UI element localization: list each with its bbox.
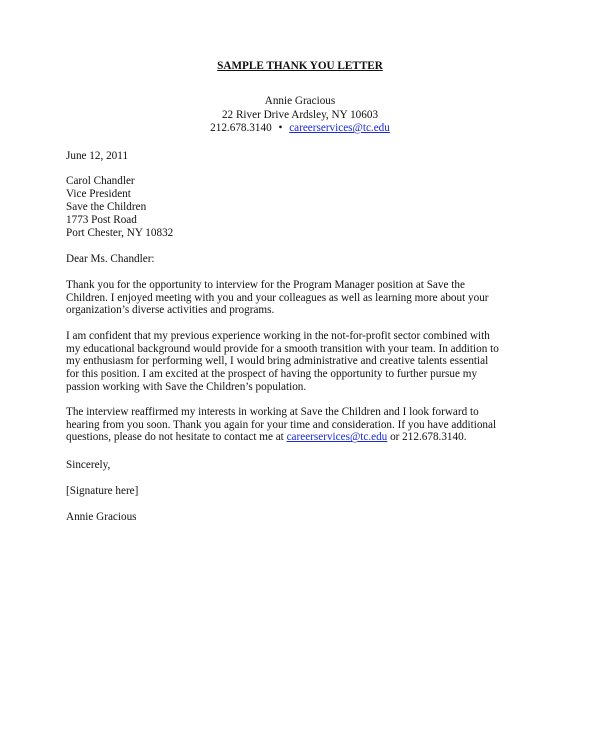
contact-email-link[interactable]: careerservices@tc.edu xyxy=(286,431,388,444)
signature-placeholder: [Signature here] xyxy=(66,485,139,497)
sender-name: Annie Gracious xyxy=(264,95,336,107)
recipient-street: 1773 Post Road xyxy=(66,213,137,226)
paragraph-line: organization’s diverse activities and programs. xyxy=(66,304,275,317)
paragraph-text: or 212.678.3140. xyxy=(387,431,467,444)
sender-address: 22 River Drive Ardsley, NY 10603 xyxy=(221,108,379,121)
paragraph-line: Thank you for the opportunity to interview for the Program Manager position at Save the xyxy=(66,279,465,291)
sender-email-link[interactable]: careerservices@tc.edu xyxy=(289,122,390,134)
closing: Sincerely, xyxy=(66,459,111,471)
recipient-name: Carol Chandler xyxy=(66,175,135,187)
recipient-city: Port Chester, NY 10832 xyxy=(66,226,174,239)
sender-phone: 212.678.3140 xyxy=(210,122,272,134)
paragraph-line: my enthusiasm for performing well, I would bring administrative and creative talents essential xyxy=(66,355,489,368)
sender-contact xyxy=(0,122,600,136)
paragraph-line: for this position. I am excited at the prospect of having the opportunity to further pursue my xyxy=(66,368,478,381)
paragraph-line: The interview reaffirmed my interests in working at Save the Children and I look forward to xyxy=(66,406,479,418)
paragraph-line: I am confident that my previous experience working in the not-for-profit sector combined with xyxy=(66,330,490,342)
paragraph-line: my educational background would provide for a smooth transition with your team. In addition to xyxy=(66,342,499,355)
sender-block xyxy=(0,95,600,136)
signer-name: Annie Gracious xyxy=(66,511,137,523)
paragraph-follow-up xyxy=(66,406,536,444)
bullet-separator: • xyxy=(278,122,283,134)
letter-date: June 12, 2011 xyxy=(66,150,129,162)
recipient-block xyxy=(66,175,536,239)
letter-title: SAMPLE THANK YOU LETTER xyxy=(217,60,383,72)
paragraph-line: hearing from you soon. Thank you again for your time and consideration. If you have additional xyxy=(66,418,497,431)
paragraph-thanks xyxy=(66,279,536,317)
paragraph-line: Children. I enjoyed meeting with you and your colleagues as well as learning more about your xyxy=(66,291,489,304)
paragraph-qualifications xyxy=(66,330,536,393)
recipient-title: Vice President xyxy=(66,187,131,200)
salutation: Dear Ms. Chandler: xyxy=(66,253,155,265)
paragraph-line xyxy=(66,431,536,444)
paragraph-text: questions, please do not hesitate to contact me at xyxy=(66,431,287,444)
paragraph-line: passion working with Save the Children’s population. xyxy=(66,380,307,393)
recipient-organization: Save the Children xyxy=(66,200,147,213)
